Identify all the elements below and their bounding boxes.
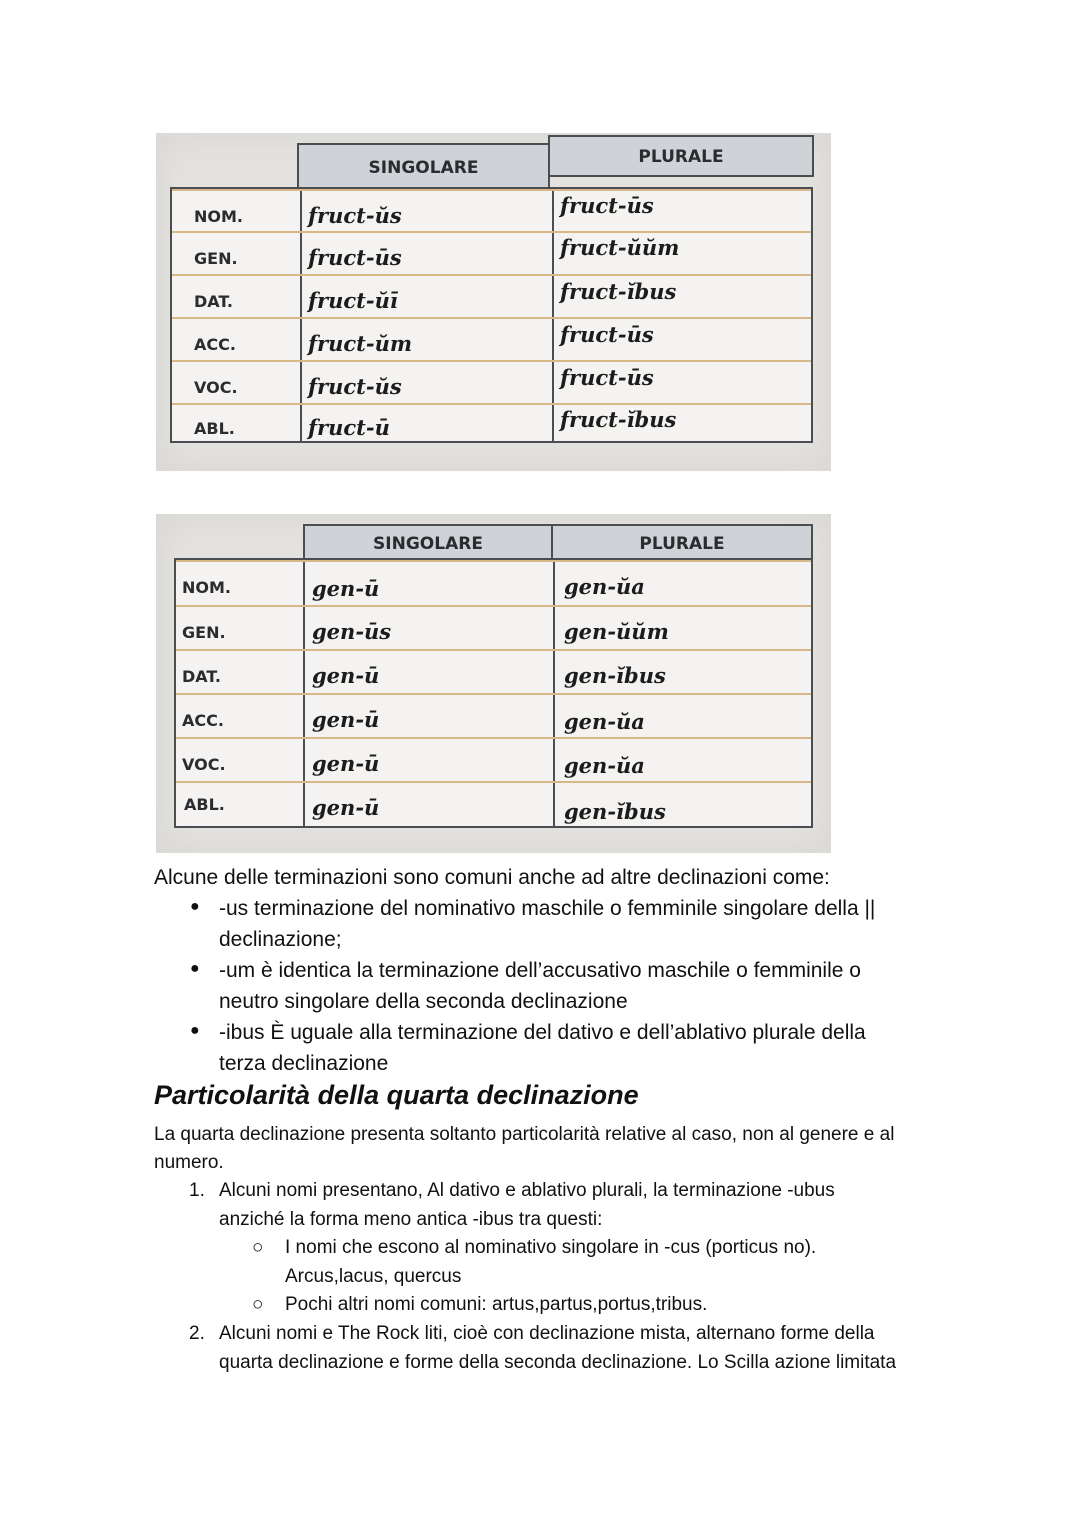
case-label: GEN. — [194, 249, 238, 268]
header-singular — [297, 143, 550, 189]
section-heading: Particolarità della quarta declinazione — [154, 1080, 639, 1110]
table-row — [172, 403, 811, 443]
table-row — [176, 781, 811, 828]
header-plural — [548, 135, 814, 177]
table-row — [172, 317, 811, 362]
singular-form: gen-ū — [312, 795, 380, 820]
subitem-1-line2: Arcus,lacus, quercus — [285, 1266, 462, 1287]
note-item-1-line2: declinazione; — [219, 928, 342, 951]
table-row — [172, 274, 811, 319]
bullet-icon: ● — [190, 898, 200, 915]
table-row — [176, 737, 811, 783]
singular-form: gen-ū — [312, 751, 380, 776]
header-singular-label: SINGOLARE — [368, 158, 479, 178]
section-intro-line1: La quarta declinazione presenta soltanto particolarità relative al caso, non al genere e al — [154, 1124, 895, 1145]
declension-table-fructus — [156, 133, 831, 471]
header-singular — [303, 524, 553, 560]
subitem-1-line1: I nomi che escono al nominativo singolare in -cus (porticus no). — [285, 1237, 817, 1258]
note-item-2-line2: neutro singolare della seconda declinazione — [219, 990, 628, 1013]
singular-form: fruct-ŭs — [308, 203, 402, 228]
item-1-marker: 1. — [189, 1180, 205, 1201]
table-row — [172, 231, 811, 276]
plural-form: fruct-ūs — [560, 322, 654, 347]
item-1-line1: Alcuni nomi presentano, Al dativo e ablativo plurali, la terminazione -ubus — [219, 1180, 835, 1201]
item-1-line2: anziché la forma meno antica -ibus tra questi: — [219, 1209, 603, 1230]
singular-form: fruct-ŭī — [308, 288, 398, 313]
table-body — [170, 187, 813, 443]
case-label: DAT. — [194, 292, 233, 311]
plural-form: gen-ĭbus — [564, 663, 666, 688]
note-item-3-line2: terza declinazione — [219, 1052, 389, 1075]
table-row — [176, 693, 811, 739]
plural-form: fruct-ĭbus — [560, 279, 677, 304]
plural-form: gen-ĭbus — [564, 799, 666, 824]
case-label: GEN. — [182, 623, 226, 642]
circle-bullet-icon: ○ — [252, 1237, 264, 1258]
case-label: NOM. — [182, 578, 231, 597]
bullet-icon: ● — [190, 960, 200, 977]
case-label: ACC. — [182, 711, 224, 730]
item-2-line2: quarta declinazione e forme della seconda declinazione. Lo Scilla azione limitata — [219, 1352, 897, 1373]
bullet-icon: ● — [190, 1022, 200, 1039]
circle-bullet-icon: ○ — [252, 1294, 264, 1315]
plural-form: fruct-ūs — [560, 365, 654, 390]
notes-intro: Alcune delle terminazioni sono comuni anche ad altre declinazioni come: — [154, 866, 830, 889]
case-label: NOM. — [194, 207, 243, 226]
case-label: ABL. — [184, 795, 225, 814]
plural-form: fruct-ŭŭm — [560, 235, 680, 260]
header-plural-label: PLURALE — [639, 534, 725, 554]
plural-form: gen-ŭŭm — [564, 619, 669, 644]
table-row — [172, 360, 811, 405]
section-intro-line2: numero. — [154, 1152, 224, 1173]
singular-form: gen-ū — [312, 576, 380, 601]
singular-form: gen-ū — [312, 663, 380, 688]
header-plural — [551, 524, 813, 560]
case-label: ACC. — [194, 335, 236, 354]
note-item-1-line1: -us terminazione del nominativo maschile o femminile singolare della || — [219, 897, 876, 920]
plural-form: gen-ŭa — [564, 709, 645, 734]
table-row — [172, 189, 811, 233]
singular-form: gen-ūs — [312, 619, 392, 644]
table-row — [176, 560, 811, 607]
case-label: ABL. — [194, 419, 235, 438]
header-plural-label: PLURALE — [638, 147, 724, 167]
singular-form: fruct-ŭm — [308, 331, 413, 356]
note-item-2-line1: -um è identica la terminazione dell’accusativo maschile o femminile o — [219, 959, 861, 982]
item-2-marker: 2. — [189, 1323, 205, 1344]
note-item-3-line1: -ibus È uguale alla terminazione del dativo e dell’ablativo plurale della — [219, 1021, 866, 1044]
item-2-line1: Alcuni nomi e The Rock liti, cioè con declinazione mista, alternano forme della — [219, 1323, 875, 1344]
case-label: DAT. — [182, 667, 221, 686]
case-label: VOC. — [182, 755, 226, 774]
table-row — [176, 605, 811, 651]
table-body — [174, 558, 813, 828]
singular-form: fruct-ŭs — [308, 374, 402, 399]
plural-form: gen-ŭa — [564, 753, 645, 778]
declension-table-genu — [156, 514, 831, 853]
plural-form: fruct-ĭbus — [560, 407, 677, 432]
subitem-2-line1: Pochi altri nomi comuni: artus,partus,portus,tribus. — [285, 1294, 708, 1315]
header-singular-label: SINGOLARE — [373, 534, 483, 554]
singular-form: fruct-ūs — [308, 245, 402, 270]
singular-form: gen-ū — [312, 707, 380, 732]
plural-form: fruct-ūs — [560, 193, 654, 218]
table-row — [176, 649, 811, 695]
plural-form: gen-ŭa — [564, 574, 645, 599]
singular-form: fruct-ū — [308, 415, 390, 440]
case-label: VOC. — [194, 378, 238, 397]
